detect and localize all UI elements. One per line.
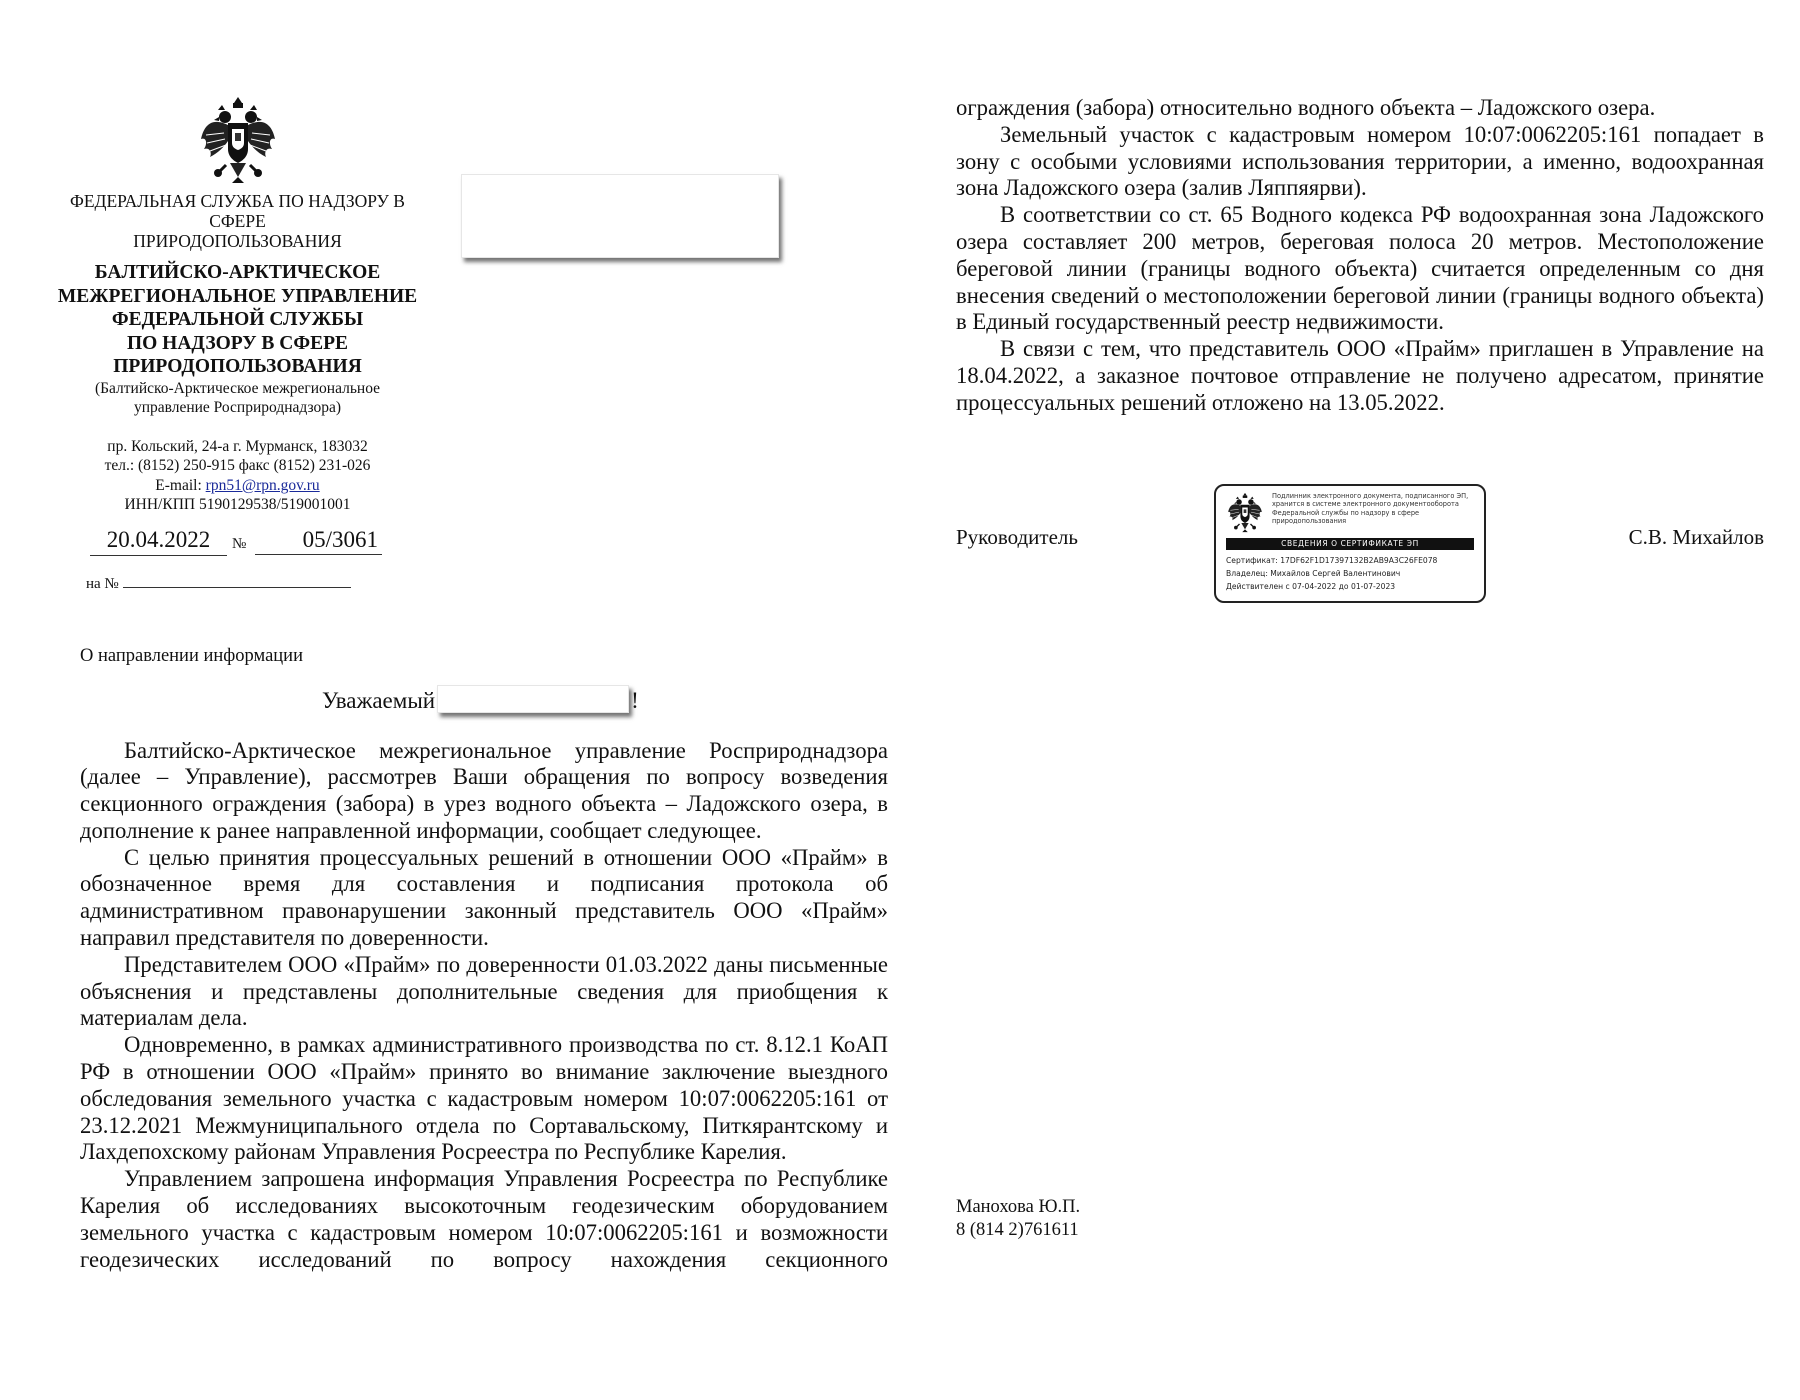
- body-paragraph: В соответствии со ст. 65 Водного кодекса РФ водоохранная зона Ладожского озера составляет 200 метров, береговая полоса 20 метров. Местоположение береговой линии (границы водного объекта) считается определенным со дня внесения сведений о местоположении береговой линии (границы водного объекта) в Единый государственный реестр недвижимости.: [956, 202, 1764, 335]
- body-paragraph: С целью принятия процессуальных решений в отношении ООО «Прайм» в обозначенное время для составления и подписания протокола об административном правонарушении законный представитель ООО «Прайм» направил представителя по доверенности.: [80, 844, 888, 951]
- coat-of-arms-icon: [198, 95, 278, 187]
- inn-kpp: ИНН/КПП 5190129538/519001001: [124, 496, 351, 513]
- office-name: [40, 261, 435, 379]
- stamp-top: [1226, 492, 1474, 534]
- certificate-validity: Действителен с 07-04-2022 до 01-07-2023: [1226, 582, 1396, 591]
- body-paragraph: Одновременно, в рамках административного производства по ст. 8.12.1 КоАП РФ в отношении ООО «Прайм» принято во внимание заключение выездного обследования земельного участка с кадастровым номером 10:07:0062205:161 от 23.12.2021 Межмуниципального отдела по Сортавальскому, Питкярантскому и Лахдепохскому районам Управления Росреестра по Республике Карелия.: [80, 1032, 888, 1165]
- reply-to-label: на №: [86, 575, 119, 592]
- executor-phone: 8 (814 2)761611: [956, 1220, 1079, 1240]
- certificate-number: Сертификат: 17DF62F1D17397132B2AB9A3C26FE078: [1226, 556, 1438, 565]
- reply-to-blank: [123, 573, 351, 588]
- greeting-prefix: Уважаемый: [322, 687, 436, 713]
- letter-body-right: [956, 95, 1764, 417]
- signatory-name: С.В. Михайлов: [1628, 525, 1764, 549]
- stamp-coat-of-arms-icon: [1226, 492, 1264, 534]
- contact-info: [40, 437, 435, 515]
- executor-info: [956, 1196, 1080, 1242]
- stamp-header: СВЕДЕНИЯ О СЕРТИФИКАТЕ ЭП: [1226, 538, 1474, 550]
- agency-line: ФЕДЕРАЛЬНАЯ СЛУЖБА ПО НАДЗОРУ В СФЕРЕ: [70, 191, 405, 231]
- body-paragraph: Земельный участок с кадастровым номером 10:07:0062205:161 попадает в зону с особыми условиями использования территории, а именно, водоохранная зона Ладожского озера (залив Ляппяярви).: [956, 121, 1764, 201]
- postal-address: пр. Кольский, 24-а г. Мурманск, 183032: [107, 437, 368, 455]
- greeting-suffix: !: [631, 687, 639, 713]
- abbr-line: (Балтийско-Арктическое межрегиональное: [94, 379, 381, 397]
- office-line: МЕЖРЕГИОНАЛЬНОЕ УПРАВЛЕНИЕ: [57, 285, 418, 307]
- email-label: E-mail:: [155, 476, 206, 494]
- left-page: [57, 95, 888, 1273]
- registration-date: 20.04.2022: [90, 525, 227, 556]
- agency-line: ПРИРОДОПОЛЬЗОВАНИЯ: [133, 231, 342, 251]
- office-abbreviation: [40, 379, 435, 417]
- body-continuation: ограждения (забора) относительно водного объекта – Ладожского озера.: [956, 95, 1656, 120]
- office-line: БАЛТИЙСКО-АРКТИЧЕСКОЕ: [94, 262, 381, 283]
- redacted-addressee-name: [437, 685, 629, 713]
- office-line: ПО НАДЗОРУ В СФЕРЕ: [126, 332, 349, 354]
- body-paragraph: В связи с тем, что представитель ООО «Прайм» приглашен в Управление на 18.04.2022, а заказное почтовое отправление не получено адресатом, принятие процессуальных решений отложено на 13.05.2022.: [956, 336, 1764, 415]
- agency-name: [40, 191, 435, 251]
- reply-to-row: [86, 573, 888, 593]
- subject-line: О направлении информации: [80, 645, 303, 666]
- body-paragraph: Управлением запрошена информация Управления Росреестра по Республике Карелия об исследованиях высокоточным геодезическим оборудованием земельного участка с кадастровым номером 10:07:0062205:161 и возможности геодезических исследований по вопросу нахождения секционного: [80, 1166, 888, 1272]
- stamp-note: Подлинник электронного документа, подписанного ЭП, хранится в системе электронного документооборота Федеральной службы по надзору в сфере природопользования: [1272, 492, 1469, 525]
- phone-fax: тел.: (8152) 250-915 факс (8152) 231-026: [104, 457, 371, 474]
- office-line: ПРИРОДОПОЛЬЗОВАНИЯ: [113, 356, 362, 377]
- email-row: [40, 476, 435, 496]
- number-sign: №: [232, 535, 247, 552]
- email-link[interactable]: rpn51@rpn.gov.ru: [205, 476, 320, 494]
- letter-body-left: [80, 738, 888, 1274]
- abbr-line: управление Росприроднадзора): [133, 398, 342, 416]
- electronic-signature-stamp: [1214, 484, 1486, 603]
- letterhead: [40, 95, 435, 515]
- body-paragraph: Представителем ООО «Прайм» по доверенности 01.03.2022 даны письменные объяснения и представлены дополнительные сведения для приобщения к материалам дела.: [80, 951, 888, 1031]
- signatory-title: Руководитель: [956, 525, 1078, 549]
- registration-row: [90, 525, 390, 559]
- body-paragraph: Балтийско-Арктическое межрегиональное управление Росприроднадзора (далее – Управление), рассмотрев Ваши обращения по вопросу возведения секционного ограждения (забора) в урез водного объекта – Ладожского озера, в дополнение к ранее направленной информации, сообщает следующее.: [80, 737, 888, 843]
- registration-number: 05/3061: [255, 525, 382, 555]
- executor-name: Манохова Ю.П.: [956, 1197, 1081, 1217]
- office-line: ФЕДЕРАЛЬНОЙ СЛУЖБЫ: [111, 309, 364, 330]
- certificate-owner: Владелец: Михайлов Сергей Валентинович: [1226, 569, 1401, 578]
- redacted-recipient-block: [461, 174, 779, 258]
- greeting: [322, 685, 888, 716]
